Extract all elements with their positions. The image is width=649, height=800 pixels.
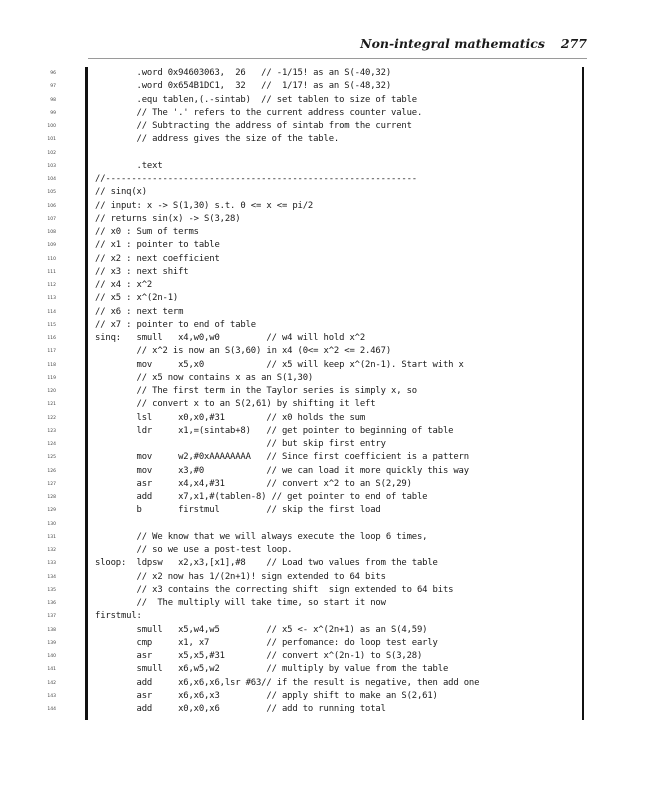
line-code: // x2 : next coefficient (95, 253, 220, 264)
line-number: 139 (47, 640, 56, 646)
line-number: 113 (47, 296, 56, 302)
line-code: b firstmul // skip the first load (95, 505, 381, 516)
code-line (40, 637, 600, 650)
line-code: // Subtracting the address of sintab from the current (95, 121, 412, 131)
line-number: 98 (50, 97, 56, 103)
line-number: 137 (47, 614, 56, 620)
code-line (40, 584, 600, 597)
line-code: // convert x to an S(2,61) by shifting it left (95, 399, 376, 410)
line-code: // x5 now contains x as an S(1,30) (95, 372, 314, 383)
line-code: add x6,x6,x6,lsr #63// if the result is negative, then add one (95, 677, 480, 688)
code-line (40, 557, 600, 570)
line-code: // so we use a post-test loop. (95, 545, 293, 555)
line-number: 130 (47, 521, 56, 527)
code-line (40, 663, 600, 676)
code-line (40, 319, 600, 332)
line-code: sinq: smull x4,w0,w0 // w4 will hold x^2 (95, 333, 366, 343)
line-number: 96 (50, 71, 56, 76)
line-code: mov w2,#0xAAAAAAAA // Since first coefficient is a pattern (95, 452, 469, 463)
line-number: 141 (47, 667, 56, 673)
line-number: 143 (47, 693, 56, 699)
line-code: // x4 : x^2 (95, 280, 153, 290)
line-code: mov x5,x0 // x5 will keep x^(2n-1). Start with x (95, 359, 464, 370)
line-number: 135 (47, 587, 56, 593)
line-number: 107 (47, 216, 56, 222)
code-line (40, 94, 600, 107)
code-line (40, 531, 600, 544)
code-line (40, 226, 600, 239)
line-number: 128 (47, 495, 56, 500)
line-number: 104 (47, 177, 56, 182)
line-code: // The '.' refers to the current address counter value. (95, 107, 423, 118)
line-number: 106 (47, 203, 56, 209)
line-code: // returns sin(x) -> S(3,28) (95, 213, 241, 224)
line-code: ldr x1,=(sintab+8) // get pointer to beginning of table (95, 425, 454, 436)
line-code: // sinq(x) (95, 187, 147, 198)
line-code: //------------------------------------------------------------ (95, 174, 417, 184)
code-line (40, 412, 600, 425)
line-code: // The multiply will take time, so start it now (95, 598, 386, 608)
page-header (360, 36, 587, 51)
line-number: 114 (47, 309, 56, 315)
line-code: // x2 now has 1/(2n+1)! sign extended to 64 bits (95, 571, 386, 582)
code-line (40, 398, 600, 411)
line-code: // x1 : pointer to table (95, 240, 220, 251)
line-number: 127 (47, 481, 56, 487)
code-line (40, 292, 600, 305)
line-number: 122 (47, 415, 56, 421)
line-code: .text (95, 160, 163, 171)
line-code: // x3 : next shift (95, 266, 189, 277)
code-line (40, 253, 600, 266)
line-number: 101 (47, 137, 56, 143)
line-code: asr x5,x5,#31 // convert x^(2n-1) to S(3,28) (95, 651, 423, 661)
line-number: 115 (47, 322, 56, 328)
line-number: 125 (47, 455, 56, 461)
line-number: 140 (47, 654, 56, 659)
line-number: 108 (47, 230, 56, 235)
code-line (40, 597, 600, 610)
line-code: // but skip first entry (95, 439, 386, 449)
code-line (40, 465, 600, 478)
page-number: 277 (560, 36, 587, 51)
line-number: 103 (47, 163, 56, 169)
line-number: 117 (47, 349, 56, 355)
line-number: 121 (47, 402, 56, 408)
line-number: 138 (47, 627, 56, 633)
line-number: 102 (47, 150, 56, 156)
line-code: // x3 contains the correcting shift sign extended to 64 bits (95, 584, 454, 595)
line-code: // x0 : Sum of terms (95, 227, 199, 237)
code-line (40, 544, 600, 557)
code-line (40, 650, 600, 663)
code-line (40, 677, 600, 690)
line-number: 99 (50, 110, 56, 116)
code-line (40, 332, 600, 345)
line-number: 134 (47, 574, 56, 580)
code-line (40, 80, 600, 93)
line-code: sloop: ldpsw x2,x3,[x1],#8 // Load two values from the table (95, 558, 438, 569)
code-line (40, 610, 600, 623)
code-line (40, 147, 600, 160)
line-number: 116 (47, 336, 56, 341)
line-number: 144 (47, 707, 56, 712)
line-number: 131 (47, 534, 56, 540)
code-line (40, 703, 600, 716)
line-code: .word 0x94603063, 26 // -1/15! as an S(-40,32) (95, 68, 392, 78)
code-line (40, 478, 600, 491)
code-line (40, 491, 600, 504)
code-line (40, 372, 600, 385)
line-number: 112 (47, 283, 56, 288)
line-code: firstmul: (95, 611, 142, 622)
line-code: asr x6,x6,x3 // apply shift to make an S(2,61) (95, 690, 438, 701)
code-line (40, 173, 600, 186)
line-code: smull x6,w5,w2 // multiply by value from the table (95, 664, 449, 675)
code-line (40, 239, 600, 252)
line-number: 126 (47, 468, 56, 474)
code-line (40, 359, 600, 372)
line-number: 118 (47, 362, 56, 368)
code-line (40, 451, 600, 464)
code-line (40, 624, 600, 637)
line-number: 110 (47, 256, 56, 262)
line-number: 119 (47, 375, 56, 381)
line-code: add x7,x1,#(tablen-8) // get pointer to end of table (95, 492, 428, 502)
line-code: // x6 : next term (95, 306, 184, 317)
code-line (40, 279, 600, 292)
line-number: 129 (47, 508, 56, 514)
code-line (40, 385, 600, 398)
line-code: mov x3,#0 // we can load it more quickly this way (95, 465, 469, 476)
line-number: 132 (47, 548, 56, 553)
line-code: // x7 : pointer to end of table (95, 319, 256, 330)
line-number: 100 (47, 124, 56, 129)
line-code: asr x4,x4,#31 // convert x^2 to an S(2,29) (95, 478, 412, 489)
code-line (40, 571, 600, 584)
line-code: // x5 : x^(2n-1) (95, 293, 179, 304)
code-line (40, 690, 600, 703)
code-line (40, 438, 600, 451)
code-line (40, 266, 600, 279)
line-number: 133 (47, 561, 56, 567)
line-code: // x^2 is now an S(3,60) in x4 (0<= x^2 <= 2.467) (95, 346, 392, 357)
code-line (40, 306, 600, 319)
line-code: // input: x -> S(1,30) s.t. 0 <= x <= pi/2 (95, 200, 314, 211)
line-number: 123 (47, 428, 56, 434)
line-code: .equ tablen,(.-sintab) // set tablen to size of table (95, 94, 417, 105)
code-listing (40, 67, 600, 716)
line-code: // We know that we will always execute the loop 6 times, (95, 531, 428, 542)
line-number: 105 (47, 190, 56, 196)
line-number: 109 (47, 243, 56, 249)
code-line (40, 518, 600, 531)
line-number: 142 (47, 680, 56, 686)
line-code: cmp x1, x7 // perfomance: do loop test early (95, 637, 438, 648)
line-number: 120 (47, 389, 56, 394)
code-line (40, 133, 600, 146)
line-code: add x0,x0,x6 // add to running total (95, 704, 386, 714)
line-number: 124 (47, 442, 56, 447)
code-line (40, 160, 600, 173)
code-line (40, 504, 600, 517)
code-line (40, 186, 600, 199)
line-code: // The first term in the Taylor series is simply x, so (95, 386, 417, 396)
code-line (40, 67, 600, 80)
code-line (40, 345, 600, 358)
code-line (40, 107, 600, 120)
line-code: // address gives the size of the table. (95, 134, 340, 145)
code-line (40, 425, 600, 438)
code-line (40, 200, 600, 213)
line-number: 97 (50, 84, 56, 90)
line-code: lsl x0,x0,#31 // x0 holds the sum (95, 412, 366, 423)
chapter-title: Non-integral mathematics (360, 36, 545, 51)
line-number: 111 (47, 269, 56, 275)
line-number: 136 (47, 601, 56, 606)
header-rule (88, 58, 587, 59)
code-line (40, 120, 600, 133)
line-code: .word 0x654B1DC1, 32 // 1/17! as an S(-48,32) (95, 81, 392, 92)
code-line (40, 213, 600, 226)
line-code: smull x5,w4,w5 // x5 <- x^(2n+1) as an S(4,59) (95, 624, 428, 635)
